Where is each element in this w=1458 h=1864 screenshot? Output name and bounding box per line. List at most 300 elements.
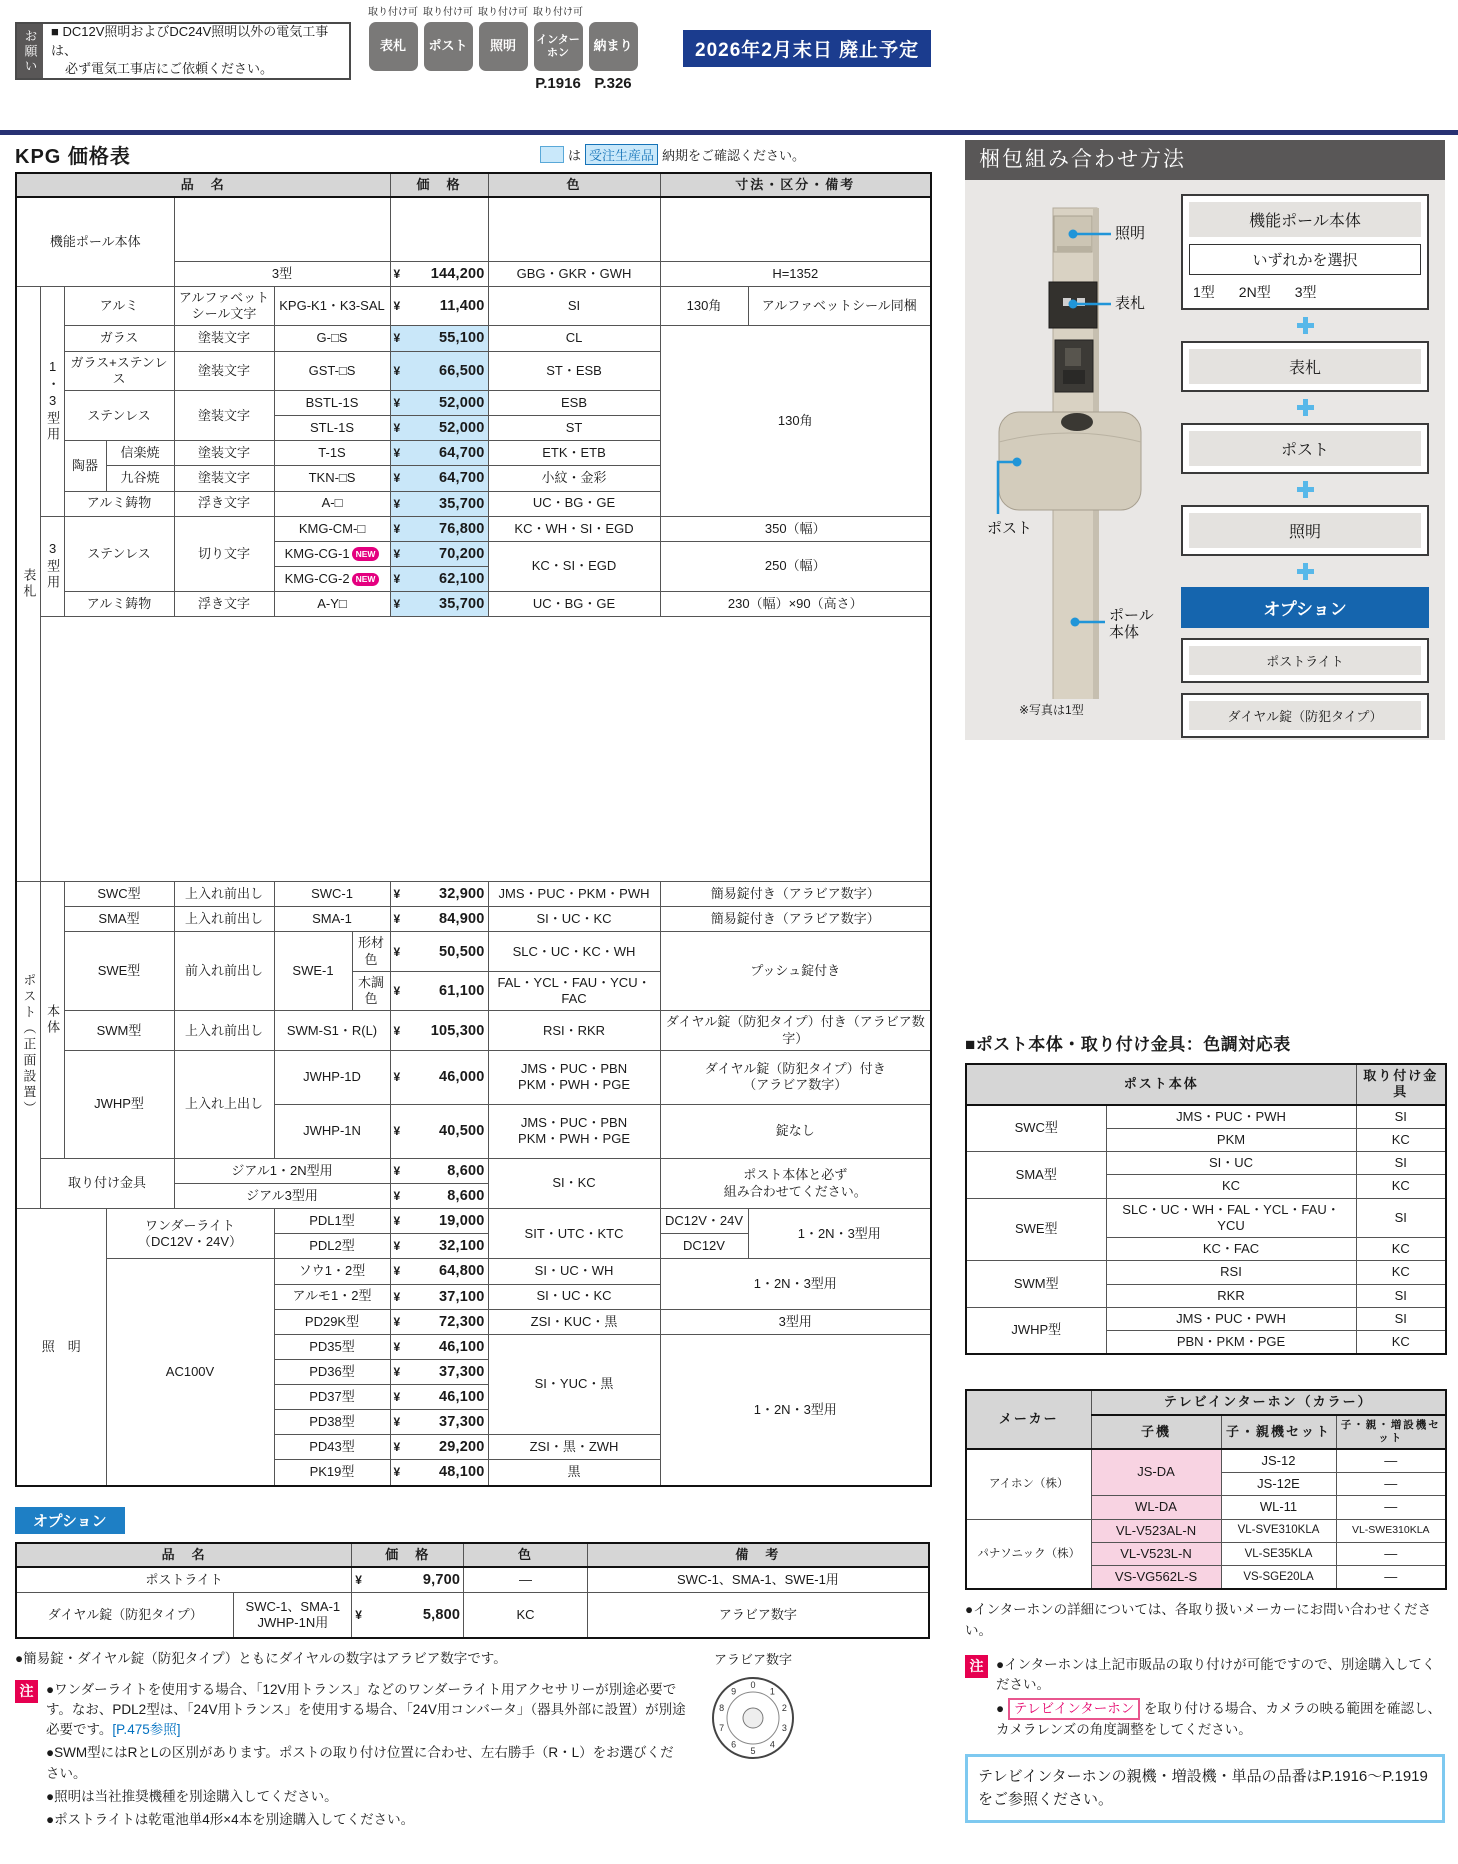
cell: ガラス+ステンレス [64,351,174,391]
color-match-title: ■ポスト本体・取り付け金具：色調対応表 [965,1035,1291,1054]
cell: SI・UC・WH [488,1259,660,1284]
cell: PBN・PKM・PGE [1106,1331,1356,1355]
cell: 前入れ前出し [174,932,274,1011]
cell: ¥ 62,100 [390,566,488,591]
cell: 簡易錠付き（アラビア数字） [660,882,931,907]
cell: ¥ 32,100 [390,1234,488,1259]
cell: WL-11 [1221,1496,1336,1519]
onegai-line1: ■ DC12V照明およびDC24V照明以外の電気工事は、 [51,23,329,58]
intercom-table [965,1389,1447,1590]
cell: 簡易錠付き（アラビア数字） [660,907,931,932]
cell: 250（幅） [660,541,931,591]
cell: SWE型 [966,1198,1106,1261]
packing-panel-title: 梱包組み合わせ方法 [965,140,1445,180]
cell: プッシュ錠付き [660,932,931,1011]
cell: ワンダーライト （DC12V・24V） [106,1209,274,1259]
flow-pole-box [1181,194,1429,310]
cell: ダイヤル錠（防犯タイプ）付き（アラビア数字） [660,1011,931,1051]
cell: ¥ 55,100 [390,326,488,351]
flow-pole-select: いずれかを選択 [1189,244,1421,275]
cell: SWM-S1・R(L) [274,1011,390,1051]
cell: SI [1356,1152,1446,1175]
cell: KMG-CG-1 NEW [274,541,390,566]
cell: PD35型 [274,1334,390,1359]
cell: 塗装文字 [174,351,274,391]
cell: 本体 [40,882,64,1159]
cell: VL-SE35KLA [1221,1542,1336,1565]
cell: SWM型 [64,1011,174,1051]
caution-note-wonderlight: ●ワンダーライトを使用する場合、「12V用トランス」などのワンダーライト用アクセサリーが別途必要です。なお、PDL2型は、「24V用トランス」を使用する場合、「24V用コンバータ」（器具外部に設置）が別途必要です。[P.475参照] [46,1681,686,1738]
cell: アイホン（株） [966,1449,1091,1519]
column-header: 価 格 [390,173,488,197]
cell: SWC型 [966,1105,1106,1152]
kpg-price-table [15,172,932,1487]
caution-note-postlight: ●ポストライトは乾電池単4形×4本を別途購入してください。 [46,1812,415,1828]
cell: アラビア数字 [587,1592,929,1638]
column-header: 品 名 [16,173,390,197]
tab-column-4 [533,6,583,92]
header-divider [0,130,1458,135]
arabic-dial-label: アラビア数字 [713,1652,792,1668]
cell: ZSI・黒・ZWH [488,1435,660,1460]
legend-is: は [567,147,581,163]
cell: ステンレス [64,516,174,591]
cell: 黒 [488,1460,660,1486]
column-header: 子・親・増設機セット [1336,1415,1446,1449]
made-to-order-tag: 受注生産品 [585,144,658,165]
flow-option-postlight: ポストライト [1181,638,1429,683]
cell: ¥ 48,100 [390,1460,488,1486]
cell: BSTL-1S [274,391,390,416]
cell: ST [488,416,660,441]
cell: 取り付け金具 [40,1158,174,1208]
cell: ¥ 66,500 [390,351,488,391]
page-ref-p475: [P.475参照] [112,1722,181,1738]
cell: GBG・GKR・GWH [488,261,660,286]
cell: SI・KC [488,1158,660,1208]
cell: KC [464,1592,588,1638]
cell: 錠なし [660,1104,931,1158]
cell [40,617,931,882]
tab-mountable-note: 取り付け可 [478,7,528,18]
dial-digit: 4 [769,1740,775,1751]
cell: UC・BG・GE [488,491,660,516]
cell: ¥ 35,700 [390,592,488,617]
dial-digit: 2 [781,1703,787,1714]
cell: ガラス [64,326,174,351]
cell: ― [1336,1542,1446,1565]
cell: A-□ [274,491,390,516]
cell: ¥ 144,200 [390,261,488,286]
color-match-table [965,1063,1447,1355]
tv-intercom-info-box: テレビインターホンの親機・増設機・単品の品番はP.1916～P.1919をご参照ください。 [965,1754,1445,1823]
cell: PKM [1106,1128,1356,1151]
legend-rest: 納期をご確認ください。 [661,147,805,163]
cell: ¥ 72,300 [390,1309,488,1334]
made-to-order-legend [540,144,805,165]
cell: SWC-1、SMA-1、SWE-1用 [587,1567,929,1593]
pole-type-option: 3型 [1294,284,1317,300]
cell: ジアル3型用 [174,1184,390,1209]
plus-icon [1297,317,1314,334]
cell: ¥ 64,700 [390,466,488,491]
cell: ¥ 8,600 [390,1184,488,1209]
tab-column-3 [478,6,528,92]
cell: VL-SVE310KLA [1221,1519,1336,1542]
section-label: 照 明 [16,1209,106,1486]
column-header: 子機 [1091,1415,1221,1449]
cell: SMA型 [966,1152,1106,1199]
cell: KC・SI・EGD [488,541,660,591]
cell: SLC・UC・KC・WH [488,932,660,972]
caution-note-swm: ●SWM型にはRとLの区別があります。ポストの取り付け位置に合わせ、左右勝手（R・L）をお選びください。 [46,1745,674,1781]
category-tabs [368,6,638,92]
cell: JMS・PUC・PBN PKM・PWH・PGE [488,1104,660,1158]
cell: ¥ 40,500 [390,1104,488,1158]
dial-illustration [705,1670,801,1766]
cell: 3型 [174,261,390,286]
dial-digit: 8 [719,1703,725,1714]
cell: KPG-K1・K3-SAL [274,286,390,326]
cell: VL-V523L-N [1091,1542,1221,1565]
cell: PD36型 [274,1359,390,1384]
main-column [15,140,930,1830]
cell: T-1S [274,441,390,466]
cell: ZSI・KUC・黒 [488,1309,660,1334]
cell: ¥ 46,100 [390,1334,488,1359]
label-post: ポスト [987,520,1033,537]
cell: アルミ鋳物 [64,592,174,617]
cell: WL-DA [1091,1496,1221,1519]
caution-note-intercom: ●インターホンは上記市販品の取り付けが可能ですので、別途購入してください。 [996,1656,1436,1692]
cell [488,197,660,261]
cell: 形材色 [352,932,390,972]
photo-caption: ※写真は1型 [1019,703,1084,717]
cell: SWM型 [966,1261,1106,1308]
cell: KMG-CG-2 NEW [274,566,390,591]
cell: SWE-1 [274,932,352,1011]
options-price-table [15,1542,930,1640]
plus-icon [1297,563,1314,580]
cell: アルミ [64,286,174,326]
cell: ¥ 29,200 [390,1435,488,1460]
packing-flow [1181,194,1429,738]
cell: ¥ 84,900 [390,907,488,932]
cell: 塗装文字 [174,391,274,441]
cell [174,197,390,261]
cell: PD38型 [274,1410,390,1435]
tab-column-2 [423,6,473,92]
cell: GST-□S [274,351,390,391]
flow-pole-types [1189,280,1421,302]
cell: 上入れ前出し [174,907,274,932]
cell: JWHP-1D [274,1050,390,1104]
cell: ¥ 9,700 [352,1567,464,1593]
cell: RKR [1106,1284,1356,1307]
cell: VL-V523AL-N [1091,1519,1221,1542]
cell: アルミ鋳物 [64,491,174,516]
cell: SI [1356,1307,1446,1330]
cell: ¥ 32,900 [390,882,488,907]
cell: ¥ 52,000 [390,416,488,441]
dial-digit: 0 [750,1680,756,1691]
tab-4: インターホン [534,22,583,71]
new-badge: NEW [352,547,380,561]
cell: ¥ 64,800 [390,1259,488,1284]
cell: ¥ 5,800 [352,1592,464,1638]
cell: 小紋・金彩 [488,466,660,491]
cell: SMA-1 [274,907,390,932]
cell: ¥ 37,300 [390,1410,488,1435]
cell: SI [1356,1284,1446,1307]
pole-photo [985,194,1165,699]
cell: 1・2N・3型用 [660,1334,931,1485]
cell: 塗装文字 [174,466,274,491]
discontinue-badge: 2026年2月末日 廃止予定 [683,30,931,67]
cell: ¥ 64,700 [390,441,488,466]
legend-color-swatch [540,146,564,163]
cell: ― [464,1567,588,1593]
cell: JS-12E [1221,1473,1336,1496]
cell: ¥ 50,500 [390,932,488,972]
flow-item-light: 照明 [1181,505,1429,556]
label-light: 照明 [1115,225,1146,242]
pole-type-option: 2N型 [1238,284,1271,300]
right-caution-block [965,1655,1445,1740]
page-title: KPG 価格表 [15,145,131,168]
caution-tag: 注 [965,1655,988,1678]
cell: 九谷焼 [106,466,174,491]
flow-option-box: オプション [1181,587,1429,628]
pole-type-option: 1型 [1193,284,1215,300]
cell: 上入れ前出し [174,1011,274,1051]
dial-digit: 1 [769,1686,775,1697]
options-section-tag: オプション [15,1507,125,1534]
cell: ジアル1・2N型用 [174,1158,390,1183]
cell: SI [1356,1198,1446,1238]
onegai-label: お願い [17,24,43,78]
cell: SWC型 [64,882,174,907]
cell: PDL2型 [274,1234,390,1259]
cell: 塗装文字 [174,441,274,466]
tab-1: 表札 [369,22,418,71]
cell: KC・FAC [1106,1238,1356,1261]
cell: RSI・RKR [488,1011,660,1051]
cell: 1・3型用 [40,286,64,516]
column-header: 子・親機セット [1221,1415,1336,1449]
column-header: テレビインターホン（カラー） [1091,1390,1446,1414]
cell: SLC・UC・WH・FAL・YCL・FAU・YCU [1106,1198,1356,1238]
tab-mountable-note: 取り付け可 [533,7,583,18]
cell: ¥ 46,000 [390,1050,488,1104]
cell: ¥ 37,300 [390,1359,488,1384]
cell: DC12V [660,1234,748,1259]
cell: KC・WH・SI・EGD [488,516,660,541]
cell: ソウ1・2型 [274,1259,390,1284]
tab-page-ref: P.326 [594,75,632,92]
caution-note-tv-intercom: ● テレビインターホン を取り付ける場合、カメラの映る範囲を確認し、カメラレンズの角度調整をしてください。 [996,1698,1445,1740]
tab-mountable-note: 取り付け可 [368,7,418,18]
cell: ¥ 35,700 [390,491,488,516]
cell: JMS・PUC・PWH [1106,1105,1356,1129]
cell: SWC-1 [274,882,390,907]
onegai-line2: 必ず電気工事店にご依頼ください。 [65,61,274,77]
cell: PDL1型 [274,1209,390,1234]
cell: SI・UC [1106,1152,1356,1175]
cell: ― [1336,1566,1446,1590]
cell: RSI [1106,1261,1356,1284]
cell: ST・ESB [488,351,660,391]
cell: パナソニック（株） [966,1519,1091,1589]
cell: 130角 [660,326,931,516]
cell: KC [1356,1175,1446,1198]
cell: SI [1356,1105,1446,1129]
cell: CL [488,326,660,351]
onegai-box [15,22,351,80]
cell: KC [1356,1238,1446,1261]
cell: JS-12 [1221,1449,1336,1473]
cell: ETK・ETB [488,441,660,466]
cell: SI・YUC・黒 [488,1334,660,1435]
cell: 陶器 [64,441,106,491]
cell: TKN-□S [274,466,390,491]
cell: 1・2N・3型用 [748,1209,931,1259]
cell: 1・2N・3型用 [660,1259,931,1309]
cell: A-Y□ [274,592,390,617]
cell: VL-SWE310KLA [1336,1519,1446,1542]
cell: KC [1356,1128,1446,1151]
plus-icon [1297,399,1314,416]
cell: JMS・PUC・PBN PKM・PWH・PGE [488,1050,660,1104]
cell: ダイヤル錠（防犯タイプ） [16,1592,234,1638]
column-header: 備 考 [587,1543,929,1567]
cell: ¥ 105,300 [390,1011,488,1051]
dial-digit: 6 [731,1740,737,1751]
cell: VS-SGE20LA [1221,1566,1336,1590]
cell: JS-DA [1091,1449,1221,1496]
cell: 浮き文字 [174,491,274,516]
cell: アルモ1・2型 [274,1284,390,1309]
plus-icon [1297,481,1314,498]
lock-note: ●簡易錠・ダイヤル錠（防犯タイプ）ともにダイヤルの数字はアラビア数字です。 [15,1651,507,1667]
cell: ― [1336,1473,1446,1496]
dial-digit: 9 [731,1686,737,1697]
packing-panel [965,140,1445,740]
cell: ¥ 76,800 [390,516,488,541]
cell: ¥ 8,600 [390,1158,488,1183]
tab-column-5 [588,6,638,92]
cell: ¥ 11,400 [390,286,488,326]
cell: PK19型 [274,1460,390,1486]
cell: ― [1336,1449,1446,1473]
cell: 上入れ前出し [174,882,274,907]
cell: 信楽焼 [106,441,174,466]
cell: PD43型 [274,1435,390,1460]
cell: JWHP-1N [274,1104,390,1158]
cell: 浮き文字 [174,592,274,617]
cell: FAL・YCL・FAU・YCU・FAC [488,971,660,1011]
cell: SWE型 [64,932,174,1011]
cell: SMA型 [64,907,174,932]
cell: JMS・PUC・PKM・PWH [488,882,660,907]
cell: ¥ 61,100 [390,971,488,1011]
tab-5: 納まり [589,22,638,71]
column-header: ポスト本体 [966,1064,1356,1105]
cell: AC100V [106,1259,274,1486]
cell: KC [1356,1261,1446,1284]
cell: UC・BG・GE [488,592,660,617]
cell: JWHP型 [64,1050,174,1158]
column-header: 色 [464,1543,588,1567]
cell: SI [488,286,660,326]
cell: 3型用 [660,1309,931,1334]
section-label: ポスト（正面設置） [16,882,40,1209]
cell [660,197,931,261]
cell: 切り文字 [174,516,274,591]
caution-note-lighting: ●照明は当社推奨機種を別途購入してください。 [46,1788,338,1804]
tab-mountable-note: 取り付け可 [423,7,473,18]
cell: アルファベットシール文字 [174,286,274,326]
product-group: 機能ポール本体 [16,197,174,286]
cell: KMG-CM-□ [274,516,390,541]
cell: ― [1336,1496,1446,1519]
arabic-dial [703,1649,803,1769]
cell: ポスト本体と必ず 組み合わせてください。 [660,1158,931,1208]
cell: PD37型 [274,1385,390,1410]
cell: 塗装文字 [174,326,274,351]
cell: DC12V・24V [660,1209,748,1234]
column-header: 取り付け金具 [1356,1064,1446,1105]
left-caution-block [15,1680,687,1831]
cell: 木調色 [352,971,390,1011]
cell: 230（幅）×90（高さ） [660,592,931,617]
dial-digit: 3 [781,1723,787,1734]
section-label: 表札 [16,286,40,881]
flow-item-nameplate: 表札 [1181,341,1429,392]
column-header: 品 名 [16,1543,352,1567]
side-column [965,140,1445,1823]
cell: ¥ 52,000 [390,391,488,416]
cell: VS-VG562L-S [1091,1566,1221,1590]
tv-intercom-highlight: テレビインターホン [1008,1698,1140,1720]
cell: ¥ 19,000 [390,1209,488,1234]
cell: ¥ 46,100 [390,1385,488,1410]
cell: JWHP型 [966,1307,1106,1354]
cell: 上入れ上出し [174,1050,274,1158]
flow-item-post: ポスト [1181,423,1429,474]
cell: H=1352 [660,261,931,286]
cell: ¥ 70,200 [390,541,488,566]
onegai-message [43,24,349,78]
dial-digit: 5 [750,1746,756,1757]
cell: JMS・PUC・PWH [1106,1307,1356,1330]
cell: 3型用 [40,516,64,617]
intercom-contact-note: ●インターホンの詳細については、各取り扱いメーカーにお問い合わせください。 [965,1602,1432,1638]
cell: G-□S [274,326,390,351]
cell: アルファベットシール同梱 [748,286,931,326]
caution-tag: 注 [15,1680,38,1703]
dial-digit: 7 [719,1723,725,1734]
cell: ESB [488,391,660,416]
cell: 350（幅） [660,516,931,541]
cell: SI・UC・KC [488,1284,660,1309]
cell: ¥ 37,100 [390,1284,488,1309]
cell: SWC-1、SMA-1 JWHP-1N用 [234,1592,352,1638]
tab-2: ポスト [424,22,473,71]
tab-column-1 [368,6,418,92]
cell: SI・UC・KC [488,907,660,932]
cell: ポストライト [16,1567,352,1593]
